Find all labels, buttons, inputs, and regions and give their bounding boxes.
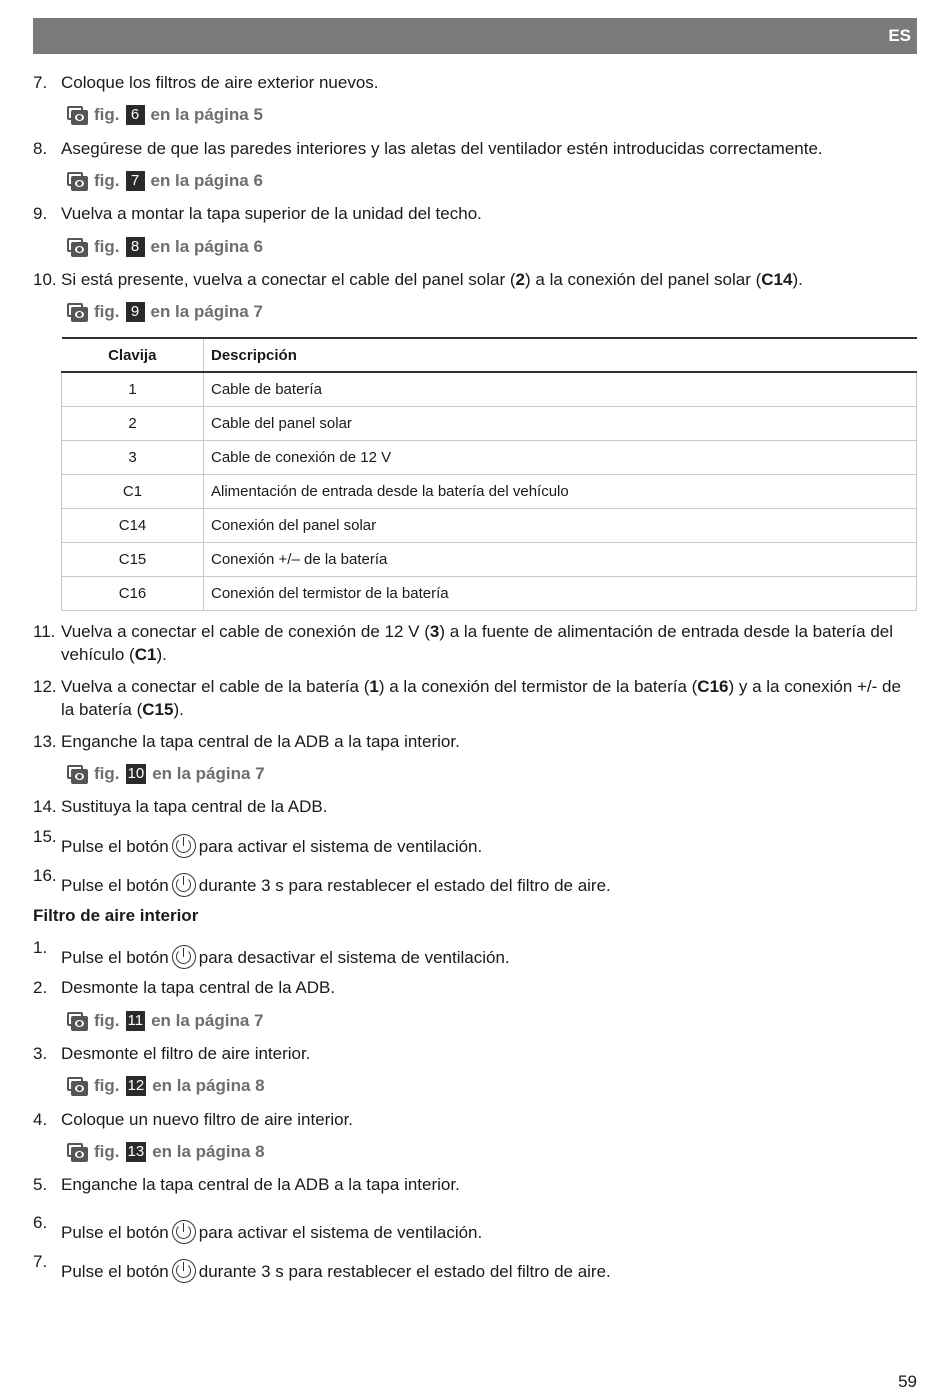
fig-label: fig. [94, 1011, 120, 1030]
figure-number: 12 [127, 1077, 145, 1094]
table-row [62, 440, 917, 474]
table-row [62, 508, 917, 542]
step-number: 10. [33, 270, 57, 289]
table-cell: Cable del panel solar [204, 406, 917, 440]
step-item [33, 1173, 917, 1196]
page-reference: en la página 7 [152, 764, 265, 783]
power-icon [172, 945, 196, 969]
fig-label: fig. [94, 764, 120, 783]
step-number: 15. [33, 827, 57, 846]
table-cell: Conexión del panel solar [204, 508, 917, 542]
table-cell: C15 [62, 542, 204, 576]
step-number: 2. [33, 978, 48, 997]
table-cell: Conexión +/– de la batería [204, 542, 917, 576]
camera-icon [67, 765, 88, 784]
fig-label: fig. [94, 171, 120, 190]
power-icon [172, 873, 196, 897]
figure-reference[interactable] [67, 104, 263, 126]
table-cell: Conexión del termistor de la batería [204, 576, 917, 610]
table-cell: 2 [62, 406, 204, 440]
power-icon [172, 1220, 196, 1244]
table-cell: 3 [62, 440, 204, 474]
figure-reference[interactable] [67, 1075, 265, 1097]
page-reference: en la página 8 [152, 1142, 265, 1161]
camera-icon [67, 106, 88, 125]
table-row [62, 372, 917, 406]
step-text: Vuelva a conectar el cable de conexión de 12 V (3) a la fuente de alimentación de entrada desde la batería del vehículo (C1). [61, 622, 894, 664]
step-item [33, 675, 917, 721]
step-item [33, 1042, 917, 1065]
step-text: Coloque los filtros de aire exterior nuevos. [61, 73, 379, 92]
step-number: 6. [33, 1213, 48, 1232]
figure-number: 9 [126, 302, 145, 322]
step-item [33, 620, 917, 666]
step-number: 16. [33, 866, 57, 885]
step-number: 14. [33, 797, 57, 816]
table-cell: Cable de batería [204, 372, 917, 406]
power-icon [172, 1259, 196, 1283]
language-label: ES [888, 26, 911, 45]
step-item [33, 730, 917, 753]
figure-number: 8 [126, 237, 145, 257]
step-text: Desmonte la tapa central de la ADB. [61, 978, 336, 997]
step-text: Si está presente, vuelva a conectar el cable del panel solar (2) a la conexión del panel solar (C14). [61, 270, 803, 289]
step-number: 13. [33, 732, 57, 751]
page-reference: en la página 6 [150, 171, 263, 190]
column-header: Descripción [204, 338, 917, 372]
camera-icon [67, 303, 88, 322]
camera-icon [67, 1012, 88, 1031]
camera-icon [67, 1077, 88, 1096]
fig-label: fig. [94, 1142, 120, 1161]
table-cell: C16 [62, 576, 204, 610]
step-text: Coloque un nuevo filtro de aire interior. [61, 1110, 354, 1129]
header-bar [33, 18, 917, 54]
step-item [33, 795, 917, 818]
step-text: Pulse el botón para desactivar el sistema de ventilación. [61, 945, 917, 969]
step-item [33, 1108, 917, 1131]
step-number: 5. [33, 1175, 48, 1194]
step-text: Enganche la tapa central de la ADB a la tapa interior. [61, 732, 460, 751]
step-item [33, 976, 917, 999]
step-text: Vuelva a conectar el cable de la batería (1) a la conexión del termistor de la batería (C16) y a la conexión +/- de la batería (C15). [61, 677, 901, 719]
camera-icon [67, 172, 88, 191]
page-reference: en la página 8 [152, 1076, 265, 1095]
figure-reference[interactable] [67, 763, 265, 785]
step-text: Sustituya la tapa central de la ADB. [61, 797, 328, 816]
step-number: 4. [33, 1110, 48, 1129]
step-item [33, 1252, 917, 1283]
step-text: Vuelva a montar la tapa superior de la unidad del techo. [61, 204, 482, 223]
step-item [33, 137, 917, 160]
step-number: 7. [33, 1252, 48, 1271]
step-number: 9. [33, 204, 48, 223]
table-cell: 1 [62, 372, 204, 406]
connector-table [61, 337, 917, 611]
figure-number: 6 [126, 105, 145, 125]
figure-reference[interactable] [67, 1010, 264, 1032]
figure-reference[interactable] [67, 301, 263, 323]
figure-reference[interactable] [67, 236, 263, 258]
page-number: 59 [898, 1372, 917, 1391]
table-row [62, 406, 917, 440]
step-text: Pulse el botón para activar el sistema de ventilación. [61, 834, 917, 858]
step-item [33, 268, 917, 291]
table-cell: C1 [62, 474, 204, 508]
table-cell: Alimentación de entrada desde la batería del vehículo [204, 474, 917, 508]
step-number: 1. [33, 938, 48, 957]
step-text: Asegúrese de que las paredes interiores y las aletas del ventilador estén introducidas correctamente. [61, 139, 823, 158]
fig-label: fig. [94, 302, 120, 321]
step-number: 7. [33, 73, 48, 92]
step-text: Pulse el botón durante 3 s para restablecer el estado del filtro de aire. [61, 873, 917, 897]
table-row [62, 474, 917, 508]
page-reference: en la página 7 [150, 302, 263, 321]
table-header-row [62, 338, 917, 372]
step-number: 12. [33, 677, 57, 696]
fig-label: fig. [94, 237, 120, 256]
figure-reference[interactable] [67, 1141, 265, 1163]
step-number: 8. [33, 139, 48, 158]
step-item [33, 866, 917, 897]
step-item [33, 202, 917, 225]
step-item [33, 71, 917, 94]
step-text: Pulse el botón para activar el sistema de ventilación. [61, 1220, 917, 1244]
fig-label: fig. [94, 1076, 120, 1095]
step-item [33, 827, 917, 858]
step-text: Enganche la tapa central de la ADB a la tapa interior. [61, 1175, 460, 1194]
table-row [62, 542, 917, 576]
table-cell: Cable de conexión de 12 V [204, 440, 917, 474]
power-icon [172, 834, 196, 858]
camera-icon [67, 1143, 88, 1162]
step-number: 3. [33, 1044, 48, 1063]
column-header: Clavija [62, 338, 204, 372]
figure-number: 10 [127, 765, 145, 782]
step-number: 11. [33, 622, 56, 641]
page-reference: en la página 5 [150, 105, 263, 124]
fig-label: fig. [94, 105, 120, 124]
section-heading: Filtro de aire interior [33, 906, 199, 925]
page-reference: en la página 7 [151, 1011, 264, 1030]
step-text: Pulse el botón durante 3 s para restablecer el estado del filtro de aire. [61, 1259, 917, 1283]
step-text: Desmonte el filtro de aire interior. [61, 1044, 311, 1063]
figure-number: 7 [126, 171, 145, 191]
figure-reference[interactable] [67, 170, 263, 192]
table-row [62, 576, 917, 610]
camera-icon [67, 238, 88, 257]
step-item [33, 938, 917, 969]
table-cell: C14 [62, 508, 204, 542]
figure-number: 13 [127, 1143, 145, 1160]
page-reference: en la página 6 [150, 237, 263, 256]
step-item [33, 1213, 917, 1244]
figure-number: 11 [127, 1012, 144, 1029]
